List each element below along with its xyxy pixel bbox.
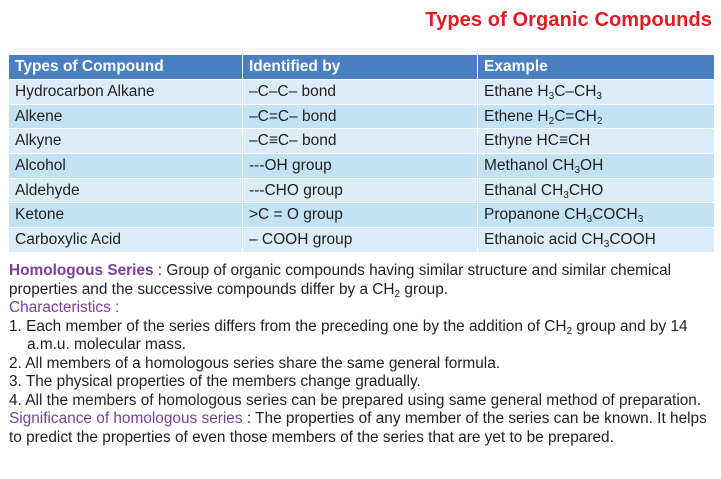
cell-type: Hydrocarbon Alkane [9,80,243,105]
table-row [9,129,715,154]
table-row [9,228,715,253]
column-header-type: Types of Compound [9,55,243,80]
cell-example: Propanone $CH_3COCH_3$ [478,203,715,228]
cell-identified: –C≡C– bond [243,129,478,154]
page-title: Types of Organic Compounds [425,9,712,31]
table-row [9,178,715,203]
significance-paragraph [9,410,715,447]
cell-identified: >C = O group [243,203,478,228]
cell-identified: – COOH group [243,228,478,253]
characteristics-heading: Characteristics : [9,299,120,316]
cell-identified: –C–C– bond [243,80,478,105]
significance-term: Significance of homologous series [9,410,243,427]
homologous-series-term: Homologous Series [9,262,154,279]
characteristic-item: 4. All the members of homologous series can be prepared using same general method of preparation. [9,391,702,409]
table-row [9,203,715,228]
compound-types-table [8,54,715,253]
notes-section [9,262,715,447]
homologous-series-text: : Group of organic compounds having similar structure and similar chemical properties and the successive compounds differ by a $CH_2$ group. [9,262,672,300]
characteristic-item: 3. The physical properties of the members change gradually. [9,373,421,390]
cell-identified: –C=C– bond [243,104,478,129]
table-row [9,80,715,105]
cell-type: Aldehyde [9,178,243,203]
table-row [9,104,715,129]
column-header-identified-by: Identified by [243,55,478,80]
cell-type: Alkene [9,104,243,129]
characteristic-item: 1. Each member of the series differs from the preceding one by the addition of $CH_2$ group and by 14 a.m.u. molecular mass. [9,317,688,353]
cell-type: Alkyne [9,129,243,154]
cell-type: Ketone [9,203,243,228]
cell-example: Ethane $H_3C-CH_3$ [478,80,715,105]
cell-type: Carboxylic Acid [9,228,243,253]
cell-identified: ---OH group [243,154,478,179]
cell-type: Alcohol [9,154,243,179]
cell-example: Ethene $H_2C=CH_2$ [478,104,715,129]
column-header-example: Example [478,55,715,80]
significance-text: : The properties of any member of the series can be known. It helps to predict the properties of even those members of the series that are yet to be prepared. [9,410,707,446]
cell-example: Ethyne HC≡CH [478,129,715,154]
cell-example: Ethanoic acid $CH_3COOH$ [478,228,715,253]
homologous-series-definition [9,262,715,299]
cell-identified: ---CHO group [243,178,478,203]
cell-example: Methanol $CH_3OH$ [478,154,715,179]
characteristic-item: 2. All members of a homologous series share the same general formula. [9,354,501,372]
table-row [9,154,715,179]
cell-example: Ethanal $CH_3CHO$ [478,178,715,203]
table-header-row [9,55,715,80]
